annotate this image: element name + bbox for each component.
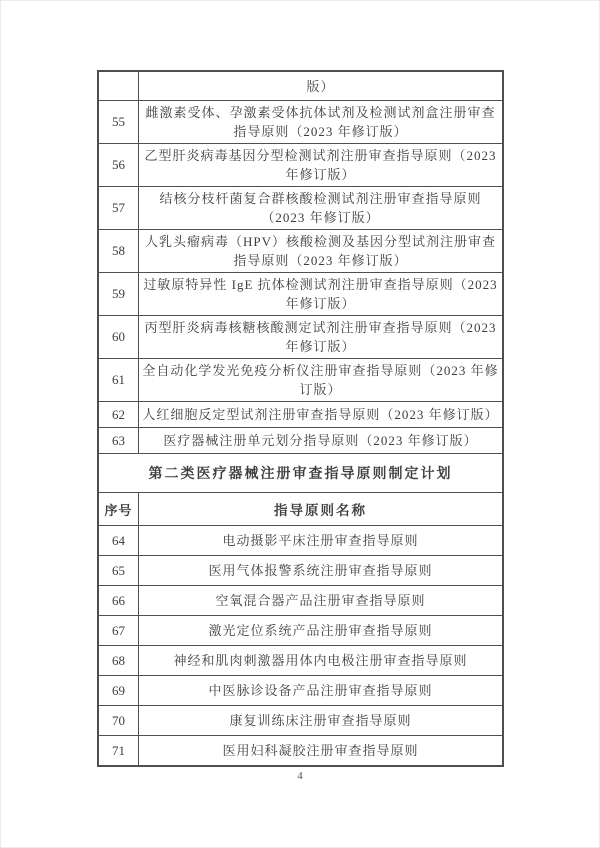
row-title	[139, 402, 502, 427]
row-seq: 65	[99, 556, 139, 585]
header-seq: 序号	[99, 493, 139, 525]
row-title	[139, 586, 502, 615]
table-row	[99, 525, 502, 555]
row-title-line: 指导原则（2023 年修订版）	[233, 253, 408, 268]
continuation-row	[99, 72, 502, 100]
row-title-line: 中医脉诊设备产品注册审查指导原则	[208, 683, 433, 698]
row-title-line: 年修订版）	[285, 167, 356, 182]
row-title-line: 医用妇科凝胶注册审查指导原则	[222, 743, 419, 758]
row-title	[139, 187, 502, 229]
row-seq	[99, 72, 139, 100]
row-title-line: 结核分枝杆菌复合群核酸检测试剂注册审查指导原则	[159, 191, 482, 206]
row-title	[139, 428, 502, 453]
row-title	[139, 556, 502, 585]
revision-plan-rows	[99, 100, 502, 453]
row-title-line: 雌激素受体、孕激素受体抗体试剂及检测试剂盒注册审查	[145, 105, 496, 120]
row-seq: 66	[99, 586, 139, 615]
row-seq: 69	[99, 676, 139, 705]
row-title	[139, 230, 502, 272]
row-title-line: 康复训练床注册审查指导原则	[229, 713, 412, 728]
row-title	[139, 736, 502, 765]
page-number: 4	[297, 770, 303, 782]
section-title: 第二类医疗器械注册审查指导原则制定计划	[148, 467, 453, 482]
table-row	[99, 272, 502, 315]
table-row	[99, 645, 502, 675]
row-seq: 61	[99, 359, 139, 401]
header-name: 指导原则名称	[274, 503, 367, 518]
table-row	[99, 100, 502, 143]
row-title-line: 全自动化学发光免疫分析仪注册审查指导原则（2023 年修	[142, 363, 499, 378]
row-title	[139, 706, 502, 735]
guidelines-table	[97, 70, 504, 767]
row-title-line: （2023 年修订版）	[261, 210, 380, 225]
row-seq: 57	[99, 187, 139, 229]
row-title-line: 电动摄影平床注册审查指导原则	[222, 533, 419, 548]
row-title-line: 指导原则（2023 年修订版）	[233, 124, 408, 139]
row-seq: 67	[99, 616, 139, 645]
row-title-line: 订版）	[299, 382, 342, 397]
row-title-cell	[139, 72, 502, 100]
table-row	[99, 705, 502, 735]
table-row	[99, 555, 502, 585]
row-seq: 59	[99, 273, 139, 315]
table-row	[99, 229, 502, 272]
row-seq: 71	[99, 736, 139, 765]
table-row	[99, 315, 502, 358]
row-title	[139, 646, 502, 675]
formulation-plan-rows	[99, 525, 502, 765]
row-seq: 55	[99, 101, 139, 143]
table-row	[99, 615, 502, 645]
row-title-line: 激光定位系统产品注册审查指导原则	[208, 623, 433, 638]
row-seq: 56	[99, 144, 139, 186]
row-title	[139, 273, 502, 315]
row-title-line: 神经和肌肉刺激器用体内电极注册审查指导原则	[173, 653, 468, 668]
row-title-line: 丙型肝炎病毒核糖核酸测定试剂注册审查指导原则（2023	[144, 320, 497, 335]
row-title-line: 过敏原特异性 IgE 抗体检测试剂注册审查指导原则（2023	[143, 277, 498, 292]
row-title	[139, 144, 502, 186]
table-row	[99, 427, 502, 453]
row-title-line: 年修订版）	[285, 296, 356, 311]
row-title: 版）	[306, 78, 335, 94]
row-title-line: 空氧混合器产品注册审查指导原则	[215, 593, 426, 608]
row-title	[139, 359, 502, 401]
row-title-line: 人乳头瘤病毒（HPV）核酸检测及基因分型试剂注册审查	[144, 234, 496, 249]
row-title	[139, 676, 502, 705]
row-title-line: 医疗器械注册单元划分指导原则（2023 年修订版）	[163, 433, 478, 448]
row-title-line: 医用气体报警系统注册审查指导原则	[208, 563, 433, 578]
row-seq: 60	[99, 316, 139, 358]
section-title-row	[99, 453, 502, 492]
row-title	[139, 101, 502, 143]
table-row	[99, 585, 502, 615]
table-row	[99, 735, 502, 765]
table-row	[99, 401, 502, 427]
row-title	[139, 526, 502, 555]
row-seq: 70	[99, 706, 139, 735]
row-title-line: 年修订版）	[285, 339, 356, 354]
row-seq: 68	[99, 646, 139, 675]
table-row	[99, 358, 502, 401]
row-seq: 63	[99, 428, 139, 453]
table-row	[99, 143, 502, 186]
table-row	[99, 186, 502, 229]
row-title	[139, 316, 502, 358]
row-seq: 64	[99, 526, 139, 555]
table-header-row	[99, 492, 502, 525]
row-title-line: 人红细胞反定型试剂注册审查指导原则（2023 年修订版）	[142, 407, 499, 422]
row-seq: 62	[99, 402, 139, 427]
table-row	[99, 675, 502, 705]
row-title	[139, 616, 502, 645]
row-seq: 58	[99, 230, 139, 272]
row-title-line: 乙型肝炎病毒基因分型检测试剂注册审查指导原则（2023	[144, 148, 497, 163]
